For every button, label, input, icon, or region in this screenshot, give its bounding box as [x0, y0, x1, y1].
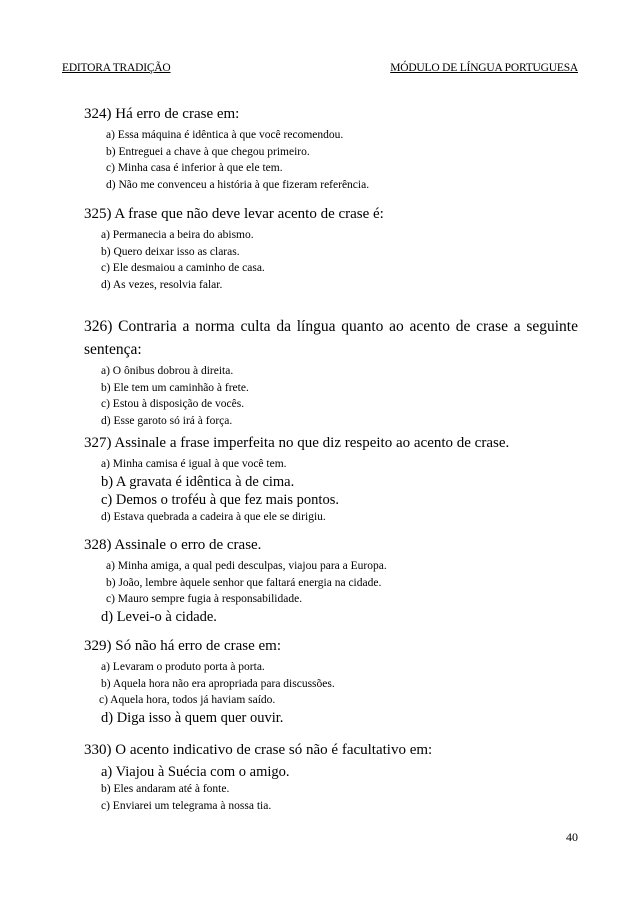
- option-c: c) Mauro sempre fugia à responsabilidade.: [106, 593, 303, 605]
- question-text: 325) A frase que não deve levar acento de crase é:: [84, 206, 384, 222]
- question-text: 328) Assinale o erro de crase.: [84, 537, 262, 553]
- option-list: [84, 456, 578, 525]
- option-a: a) Essa máquina é idêntica à que você recomendou.: [106, 129, 344, 141]
- option-c: c) Estou à disposição de vocês.: [101, 398, 245, 410]
- question-text: 329) Só não há erro de crase em:: [84, 638, 282, 654]
- option-b: b) Entreguei a chave à que chegou primeiro.: [106, 145, 310, 158]
- option-a: a) Viajou à Suécia com o amigo.: [101, 764, 290, 780]
- option-c: c) Demos o troféu à que fez mais pontos.: [101, 491, 339, 508]
- option-b: b) João, lembre àquele senhor que faltará energia na cidade.: [106, 576, 382, 589]
- option-b: b) A gravata é idêntica à de cima.: [101, 473, 295, 490]
- option-list: [84, 363, 578, 429]
- question-330: [84, 740, 578, 814]
- option-list: [84, 227, 578, 293]
- option-list: [84, 558, 578, 626]
- option-d: d) Diga isso à quem quer ouvir.: [101, 709, 284, 726]
- option-a: a) Minha amiga, a qual pedi desculpas, viajou para a Europa.: [106, 560, 387, 572]
- option-c: c) Enviarei um telegrama à nossa tia.: [101, 799, 272, 812]
- option-d: d) As vezes, resolvia falar.: [101, 278, 223, 291]
- option-d: d) Levei-o à cidade.: [101, 608, 217, 625]
- option-list: [84, 127, 578, 193]
- question-326: [84, 315, 578, 429]
- option-a: a) O ônibus dobrou à direita.: [101, 365, 234, 377]
- module-title: MÓDULO DE LÍNGUA PORTUGUESA: [390, 62, 578, 74]
- option-d: d) Esse garoto só irá à força.: [101, 414, 233, 427]
- option-b: b) Quero deixar isso as claras.: [101, 245, 240, 258]
- question-text: 324) Há erro de crase em:: [84, 106, 240, 122]
- option-c: c) Ele desmaiou a caminho de casa.: [101, 262, 265, 274]
- question-328: [84, 535, 578, 626]
- option-a: a) Minha camisa é igual à que você tem.: [101, 458, 287, 470]
- question-327: [84, 433, 578, 525]
- page-number: 40: [566, 830, 578, 844]
- question-text: 330) O acento indicativo de crase só não é facultativo em:: [84, 742, 433, 758]
- option-a: a) Levaram o produto porta à porta.: [101, 661, 265, 673]
- option-b: b) Eles andaram até à fonte.: [101, 783, 230, 795]
- option-list: [84, 763, 578, 814]
- option-b: b) Ele tem um caminhão à frete.: [101, 381, 249, 394]
- page-header: [62, 62, 578, 78]
- option-c: c) Aquela hora, todos já haviam saído.: [99, 694, 276, 706]
- question-text: 326) Contraria a norma culta da língua quanto ao acento de crase a seguinte sentença:: [84, 318, 578, 358]
- question-324: [84, 104, 578, 193]
- option-d: d) Não me convenceu a história à que fizeram referência.: [106, 178, 370, 191]
- question-329: [84, 636, 578, 727]
- question-text: 327) Assinale a frase imperfeita no que diz respeito ao acento de crase.: [84, 435, 510, 451]
- option-d: d) Estava quebrada a cadeira à que ele se dirigiu.: [101, 510, 326, 523]
- question-325: [84, 204, 578, 293]
- option-list: [84, 659, 578, 727]
- option-c: c) Minha casa é inferior à que ele tem.: [106, 162, 283, 174]
- option-a: a) Permanecia a beira do abismo.: [101, 229, 254, 241]
- option-b: b) Aquela hora não era apropriada para discussões.: [101, 677, 335, 690]
- publisher-name: EDITORA TRADIÇÃO: [62, 62, 171, 74]
